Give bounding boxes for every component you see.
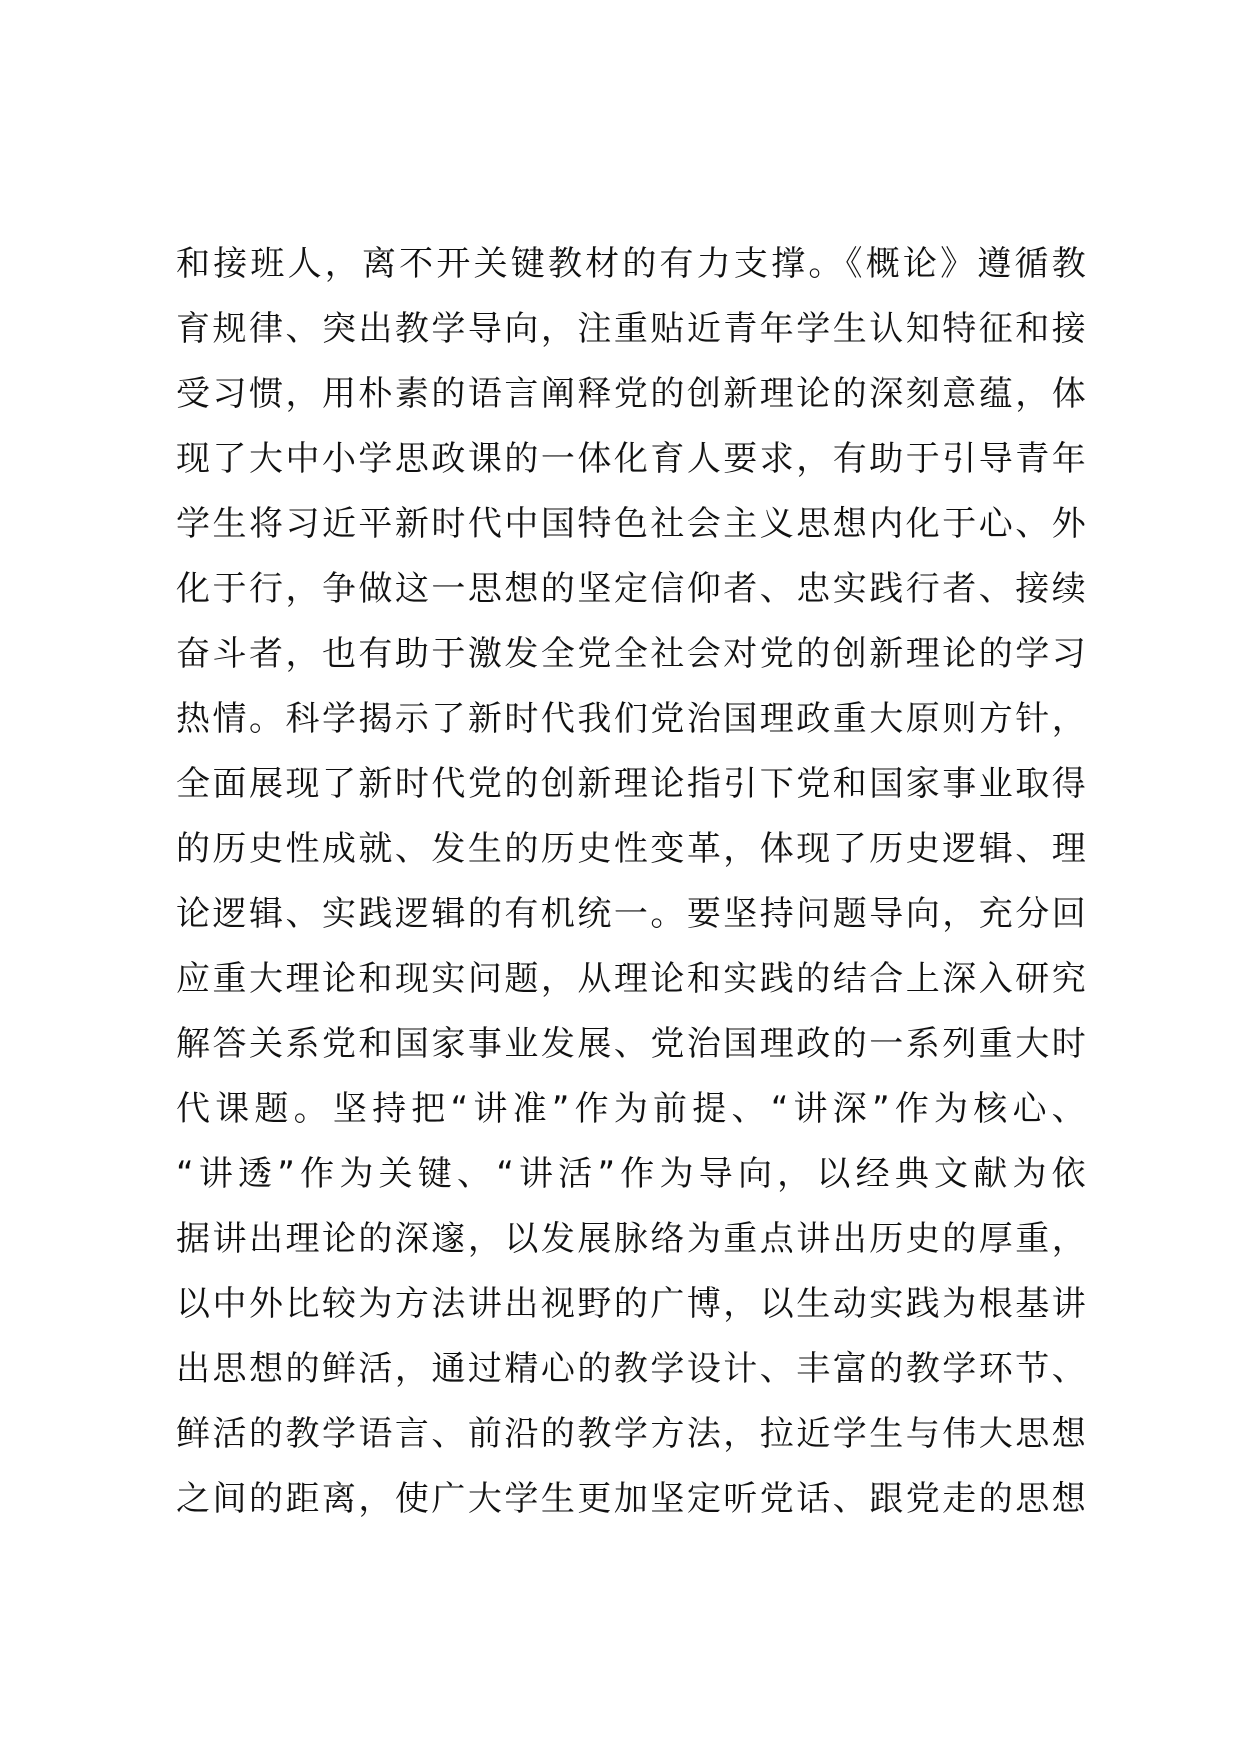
text-line: 鲜活的教学语言、前沿的教学方法，拉近学生与伟大思想 [176, 1414, 1086, 1454]
text-line: “讲透”作为关键、“讲活”作为导向，以经典文献为依 [176, 1154, 1086, 1194]
text-line: 据讲出理论的深邃，以发展脉络为重点讲出历史的厚重， [176, 1219, 1086, 1259]
text-line: 出思想的鲜活，通过精心的教学设计、丰富的教学环节、 [176, 1349, 1086, 1389]
text-line: 热情。科学揭示了新时代我们党治国理政重大原则方针， [176, 699, 1086, 739]
text-line: 之间的距离，使广大学生更加坚定听党话、跟党走的思想 [176, 1479, 1086, 1519]
text-line: 现了大中小学思政课的一体化育人要求，有助于引导青年 [176, 439, 1086, 479]
text-line: 以中外比较为方法讲出视野的广博，以生动实践为根基讲 [176, 1284, 1086, 1324]
text-line: 全面展现了新时代党的创新理论指引下党和国家事业取得 [176, 764, 1086, 804]
text-line: 解答关系党和国家事业发展、党治国理政的一系列重大时 [176, 1024, 1086, 1064]
text-line: 的历史性成就、发生的历史性变革，体现了历史逻辑、理 [176, 829, 1086, 869]
text-line: 受习惯，用朴素的语言阐释党的创新理论的深刻意蕴，体 [176, 374, 1086, 414]
text-line: 和接班人，离不开关键教材的有力支撑。《概论》遵循教 [176, 244, 1086, 284]
text-line: 育规律、突出教学导向，注重贴近青年学生认知特征和接 [176, 309, 1086, 349]
text-line: 应重大理论和现实问题，从理论和实践的结合上深入研究 [176, 959, 1086, 999]
body-paragraph [176, 232, 1086, 1532]
text-line: 学生将习近平新时代中国特色社会主义思想内化于心、外 [176, 504, 1086, 544]
text-line: 代课题。坚持把“讲准”作为前提、“讲深”作为核心、 [176, 1089, 1086, 1129]
text-line: 论逻辑、实践逻辑的有机统一。要坚持问题导向，充分回 [176, 894, 1086, 934]
text-line: 化于行，争做这一思想的坚定信仰者、忠实践行者、接续 [176, 569, 1086, 609]
text-line: 奋斗者，也有助于激发全党全社会对党的创新理论的学习 [176, 634, 1086, 674]
